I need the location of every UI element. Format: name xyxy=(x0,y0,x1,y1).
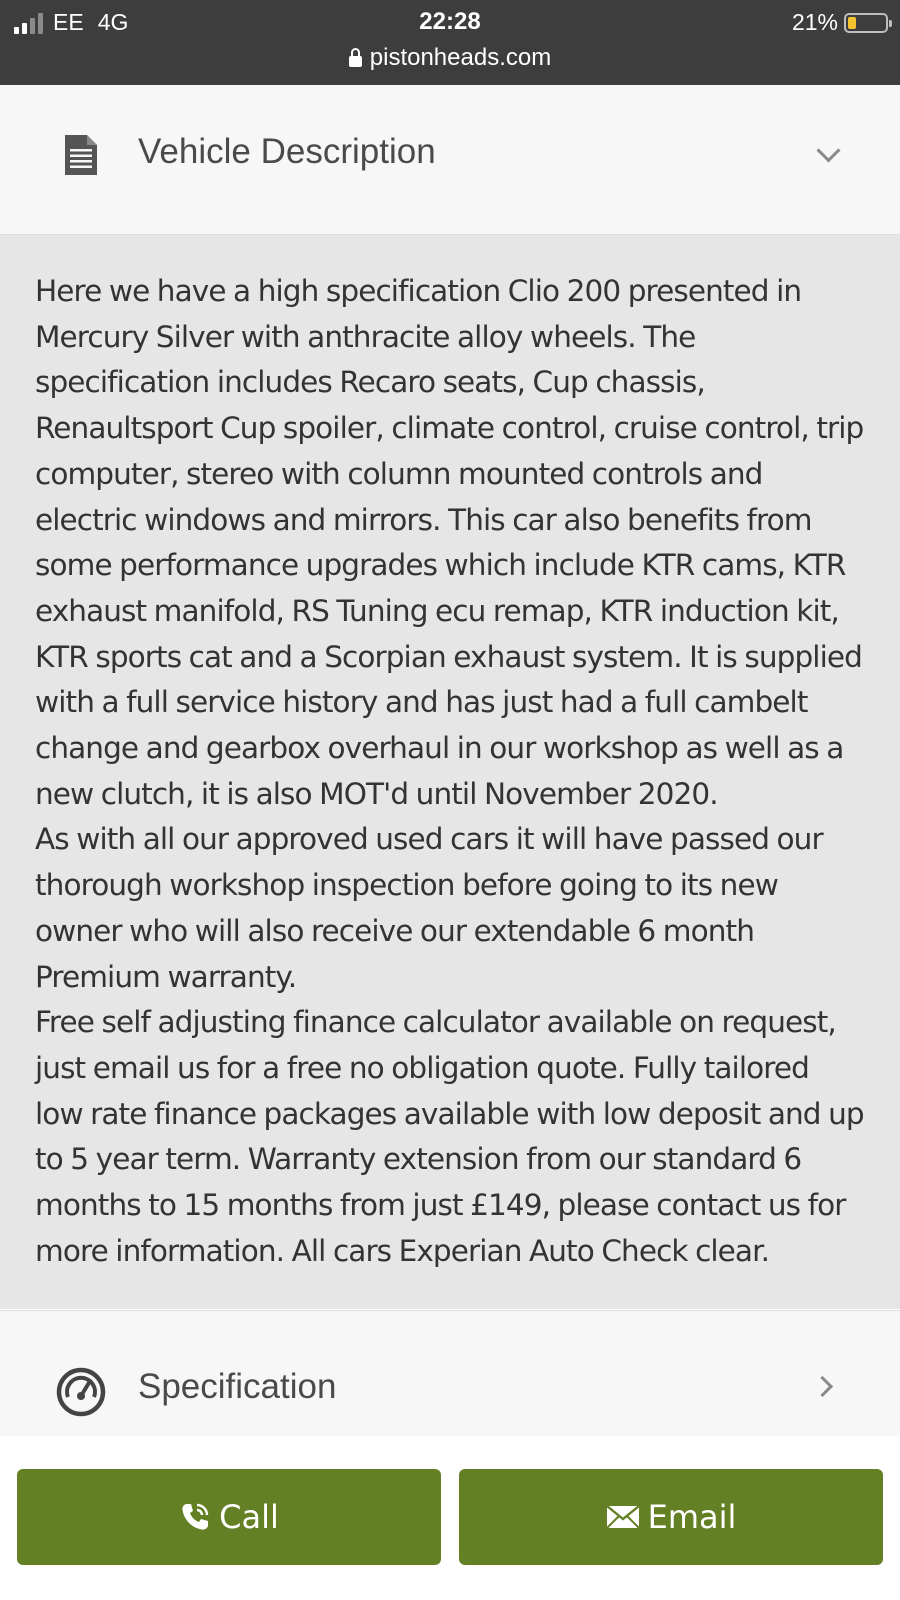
call-button[interactable] xyxy=(17,1469,441,1565)
call-label: Call xyxy=(219,1498,279,1536)
status-bar xyxy=(0,0,900,85)
clock: 22:28 xyxy=(419,8,481,35)
battery-percent: 21% xyxy=(791,9,838,35)
email-button[interactable] xyxy=(459,1469,883,1565)
document-icon xyxy=(63,133,99,177)
specification-header[interactable] xyxy=(0,1310,900,1437)
battery-icon xyxy=(844,13,888,33)
section-title: Vehicle Description xyxy=(138,132,436,171)
section-title: Specification xyxy=(138,1367,337,1406)
chevron-right-icon[interactable] xyxy=(812,1376,833,1397)
network-label: 4G xyxy=(97,9,129,35)
action-bar xyxy=(0,1436,900,1600)
carrier-label: EE xyxy=(53,9,84,35)
gauge-icon xyxy=(56,1367,106,1417)
status-right xyxy=(792,9,888,36)
description-paragraph: As with all our approved used cars it will have passed our thorough workshop inspection before going to its new owner who will also receive our extendable 6 month Premium warranty. xyxy=(35,822,823,994)
vehicle-description-body xyxy=(0,235,900,1309)
description-paragraph: Here we have a high specification Clio 200 presented in Mercury Silver with anthracite alloy wheels. The specification includes Recaro seats, Cup chassis, Renaultsport Cup spoiler, climate control, cruise control, trip computer, stereo with column mounted controls and electric windows and mirrors. This car also benefits from some performance upgrades which include KTR cams, KTR exhaust manifold, RS Tuning ecu remap, KTR induction kit, KTR sports cat and a Scorpian exhaust system. It is supplied with a full service history and has just had a full cambelt change and gearbox overhaul in our workshop as well as a new clutch, it is also MOT'd until November 2020. xyxy=(35,274,864,811)
email-label: Email xyxy=(647,1498,737,1536)
lock-icon xyxy=(349,56,362,67)
chevron-down-icon[interactable] xyxy=(816,138,840,162)
address-bar[interactable] xyxy=(0,44,900,72)
phone-icon xyxy=(179,1501,211,1533)
vehicle-description-header[interactable] xyxy=(0,85,900,235)
url-text: pistonheads.com xyxy=(369,44,552,71)
description-paragraph: Free self adjusting finance calculator available on request, just email us for a free no obligation quote. Fully tailored low rate finance packages available with low deposit and up to 5 year term. Warranty extension from our standard 6 months to 15 months from just £149, please contact us for more information. All cars Experian Auto Check clear. xyxy=(35,1005,864,1268)
envelope-icon xyxy=(606,1505,640,1529)
